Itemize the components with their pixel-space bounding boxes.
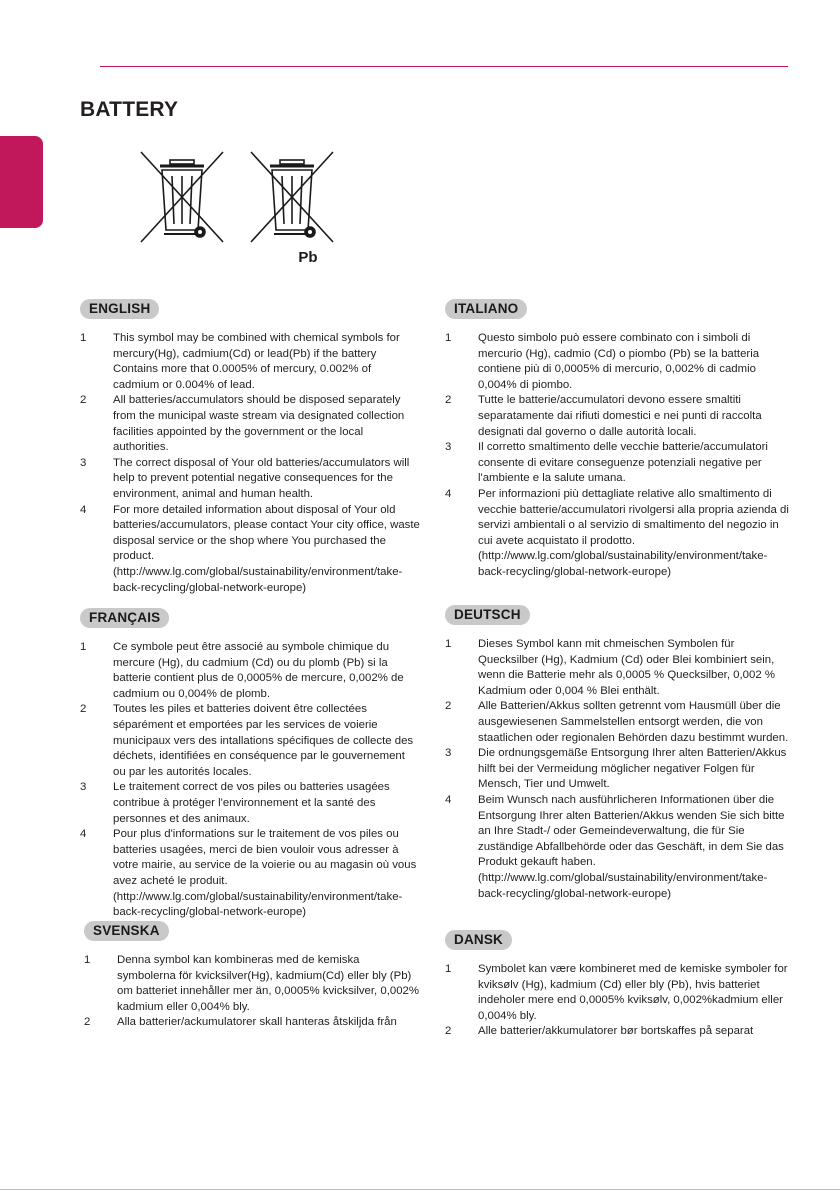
list-item [445,487,790,581]
item-text: Alle batterier/akkumulatorer bør bortskaffes på separat [478,1025,754,1038]
item-text: Symbolet kan være kombineret med de kemiske symboler for kviksølv (Hg), kadmium (Cd) eller bly (Pb), hvis batteriet indeholer mere end 0,0005% kviksølv, 0,002%kadmium eller 0,004% bly. [478,963,788,1022]
item-number: 3 [445,747,452,760]
item-number: 2 [445,394,452,407]
item-text: Die ordnungsgemäße Entsorgung Ihrer alten Batterien/Akkus hilft bei der Vermeidung möglicher negativer Folgen für Mensch, Tier und Umwelt. [478,747,787,791]
item-number: 4 [445,487,452,500]
instruction-list [445,637,790,902]
item-number: 4 [80,503,87,516]
section-francais [80,608,420,921]
list-item [445,793,790,902]
list-item [445,440,790,487]
list-item [80,331,420,393]
language-side-tab [0,136,43,228]
instruction-list [445,962,790,1040]
crossed-wheelie-bin-pb-icon [251,152,333,242]
section-svenska [84,921,420,1031]
item-text: Alle Batterien/Akkus sollten getrennt vom Hausmüll über die ausgewiesenen Sammelstellen entsorgt werden, die von staatlichen oder regionalen Behörden dazu bestimmt wurden. [478,700,789,744]
language-badge: DANSK [445,930,512,950]
item-text: Per informazioni più dettagliate relative allo smaltimento di vecchie batterie/accumulatori rivolgersi alla propria azienda di servizi ambientali o al servizio di smaltimento del negozio in cui avete acquistato il prodotto. (http://www.lg.com/global/sustainability/environment/take-back-recycling/global-network-europe) [478,487,789,578]
page-title: BATTERY [80,98,179,121]
item-number: 3 [80,456,87,469]
item-text: Questo simbolo può essere combinato con i simboli di mercurio (Hg), cadmio (Cd) o piombo (Pb) se la batteria contiene più di 0,0005% di mercurio, 0,002% di cadmio 0,004% di piombo. [478,332,760,391]
item-text: All batteries/accumulators should be disposed separately from the municipal waste stream via designated collection facilities appointed by the government or the local authorities. [113,394,405,454]
list-item [445,637,790,699]
item-text: Beim Wunsch nach ausführlicheren Informationen über die Entsorgung Ihrer alten Batterien/Akkus wenden Sie sich bitte an Ihre Stadt-/ oder Gemeindeverwaltung, die für Sie zuständige Abfallbehörde oder das Geschäft, in dem Sie das Produkt gekauft haben. (http://www.lg.com/global/sustainability/environment/take-back-recycling/global-network-europe) [478,793,785,900]
section-dansk [445,930,790,1040]
item-number: 4 [445,793,452,806]
section-italiano [445,299,790,581]
list-item [445,1024,790,1040]
crossed-wheelie-bin-icon [141,152,223,242]
item-text: Tutte le batterie/accumulatori devono essere smaltiti separatamente dai rifiuti domestici e nei punti di raccolta designati dal governo o dalle autorità locali. [478,394,762,438]
language-badge: ITALIANO [445,299,527,319]
item-number: 4 [80,828,87,841]
list-item [84,1015,420,1031]
item-text: Pour plus d'informations sur le traitement de vos piles ou batteries usagées, merci de bien vouloir vous adresser à votre mairie, au service de la voierie ou au magasin où vous avez acheté le produit. (http://www.lg.com/global/sustainability/environment/take-back-recycling/global-network-europe) [113,828,417,919]
section-english [80,299,420,596]
instruction-list [80,331,420,596]
list-item [445,962,790,1024]
list-item [445,331,790,393]
item-number: 3 [445,441,452,454]
list-item [84,953,420,1015]
item-number: 2 [80,394,87,407]
item-text: For more detailed information about disposal of Your old batteries/accumulators, please contact Your city office, waste disposal service or the shop where You purchased the product. (http://www.lg.com/global/sustainability/environment/take-back-recycling/global-network-europe) [113,503,420,594]
instruction-list [445,331,790,581]
item-number: 1 [80,641,87,653]
item-text: This symbol may be combined with chemical symbols for mercury(Hg), cadmium(Cd) or lead(Pb) if the battery Contains more that 0.0005% of mercury, 0.002% of cadmium or 0.004% of lead. [113,332,400,391]
list-item [80,503,420,597]
list-item [80,827,420,921]
item-text: Dieses Symbol kann mit chmeischen Symbolen für Quecksilber (Hg), Kadmium (Cd) oder Blei kombiniert sein, wenn die Batterie mehr als 0,0005 % Quecksilber, 0,002 % Kadmium oder 0,004 % Blei enthält. [478,638,775,697]
item-number: 1 [80,332,87,344]
item-number: 2 [84,1016,91,1029]
language-badge: SVENSKA [84,921,169,941]
list-item [80,456,420,503]
language-badge: DEUTSCH [445,605,530,625]
item-number: 2 [445,1025,452,1038]
list-item [445,746,790,793]
item-text: The correct disposal of Your old batteries/accumulators will help to prevent potential negative consequences for the environment, animal and human health. [113,456,410,500]
instruction-list [84,953,420,1031]
page-bottom-edge [0,1189,840,1190]
list-item [80,780,420,827]
item-number: 1 [84,954,91,966]
item-number: 1 [445,332,452,344]
item-number: 2 [80,703,87,716]
instruction-list [80,640,420,921]
item-number: 1 [445,638,452,650]
item-number: 3 [80,781,87,794]
language-badge: ENGLISH [80,299,159,319]
list-item [445,393,790,440]
item-text: Denna symbol kan kombineras med de kemiska symbolerna för kvicksilver(Hg), kadmium(Cd) eller bly (Pb) om batteriet innehåller mer än, 0,0005% kvicksilver, 0,002% kadmium eller 0,004% bly. [117,954,420,1013]
item-text: Le traitement correct de vos piles ou batteries usagées contribue à protéger l'environnement et la santé des personnes et des animaux. [113,781,390,825]
item-text: Il corretto smaltimento delle vecchie batterie/accumulatori consente di evitare conseguenze potenziali negative per l'ambiente e la salute umana. [478,441,768,485]
language-badge: FRANÇAIS [80,608,169,628]
section-deutsch [445,605,790,902]
list-item [445,699,790,746]
pb-label: Pb [298,249,318,266]
item-text: Ce symbole peut être associé au symbole chimique du mercure (Hg), du cadmium (Cd) ou du plomb (Pb) si la batterie contient plus de 0,0005% de mercure, 0,002% de cadmium ou 0,004% de plomb. [113,641,404,700]
item-text: Toutes les piles et batteries doivent être collectées séparément et emportées par les services de voierie municipaux vers des intallations spécifiques de collecte des déchets, identifiées en conséquence par le gouvernement ou par les autorités locales. [113,703,414,778]
header-rule [100,66,788,67]
item-text: Alla batterier/ackumulatorer skall hanteras åtskiljda från [117,1016,397,1029]
list-item [80,702,420,780]
item-number: 1 [445,963,452,975]
list-item [80,640,420,702]
crossed-bin-symbols [132,150,342,266]
item-number: 2 [445,700,452,713]
list-item [80,393,420,455]
